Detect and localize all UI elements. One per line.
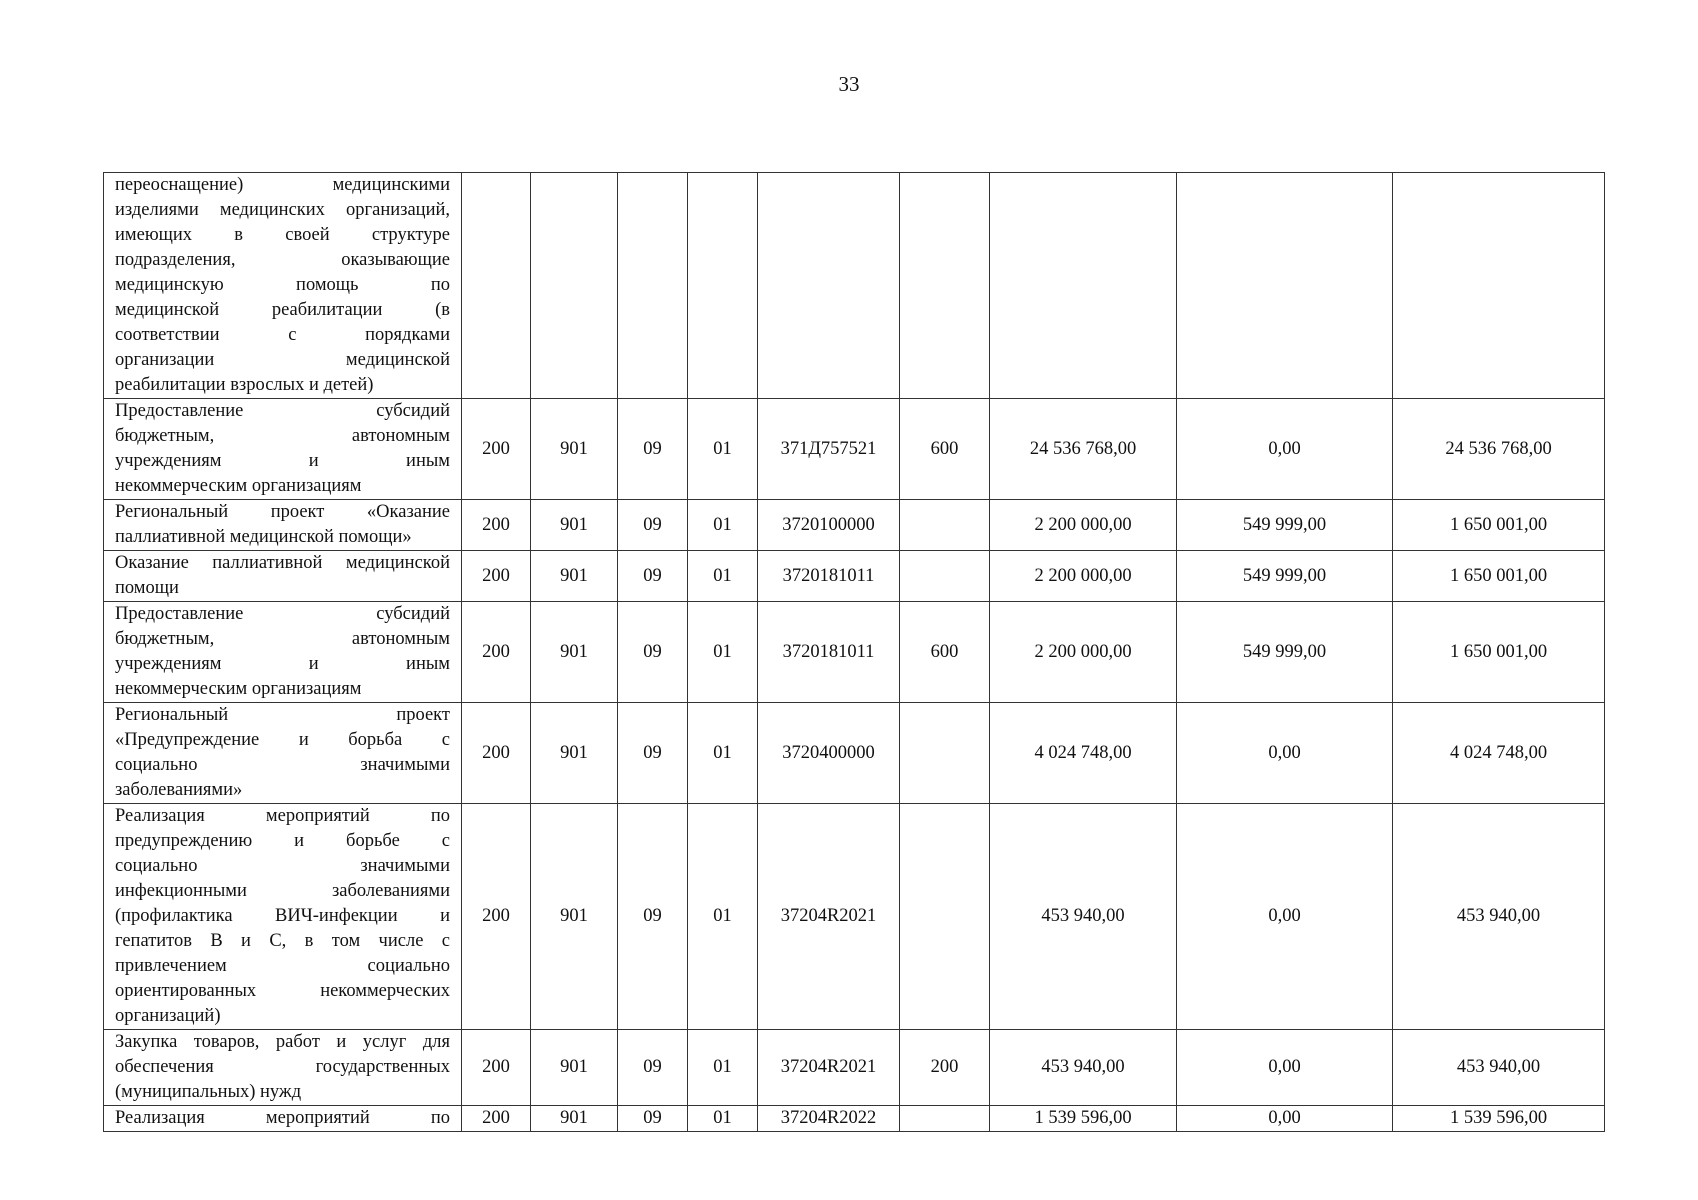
expense-name-line: гепатитов В и С, в том числе с <box>115 931 450 951</box>
amount-cell: 453 940,00 <box>990 1030 1177 1106</box>
expense-name-line: бюджетным, автономным <box>115 629 450 649</box>
kbk-code-cell: 200 <box>462 602 531 703</box>
expense-name-line: подразделения, оказывающие <box>115 250 450 270</box>
expense-name-line: Реализация мероприятий по <box>115 806 450 826</box>
section-cell: 09 <box>618 399 688 500</box>
expense-name-line: реабилитации взрослых и детей) <box>115 375 374 395</box>
amount-cell <box>990 173 1177 399</box>
table-row <box>104 602 1605 703</box>
kbk-code-cell: 200 <box>462 1030 531 1106</box>
table-row <box>104 703 1605 804</box>
expense-name-line: организаций) <box>115 1006 221 1026</box>
section-cell: 09 <box>618 804 688 1030</box>
change-cell: 0,00 <box>1177 399 1393 500</box>
expense-name-line: некоммерческим организациям <box>115 679 362 699</box>
expense-name-line: переоснащение) медицинскими <box>115 175 450 195</box>
amount-cell: 4 024 748,00 <box>990 703 1177 804</box>
expense-name-line: медицинскую помощь по <box>115 275 450 295</box>
expense-name-line: Реализация мероприятий по <box>115 1108 450 1128</box>
total-cell: 1 650 001,00 <box>1393 500 1605 551</box>
amount-cell: 2 200 000,00 <box>990 551 1177 602</box>
kbk-code-cell <box>462 173 531 399</box>
expense-name-line: заболеваниями» <box>115 780 243 800</box>
expense-name-line: Региональный проект «Оказание <box>115 502 450 522</box>
table-row <box>104 551 1605 602</box>
expense-type-cell <box>900 173 990 399</box>
total-cell: 453 940,00 <box>1393 1030 1605 1106</box>
subsection-cell: 01 <box>688 1030 758 1106</box>
total-cell: 1 650 001,00 <box>1393 551 1605 602</box>
expense-type-cell <box>900 703 990 804</box>
target-article-cell: 3720400000 <box>758 703 900 804</box>
table-row <box>104 173 1605 399</box>
expense-name-line: имеющих в своей структуре <box>115 225 450 245</box>
expense-type-cell <box>900 551 990 602</box>
expense-name-line: Предоставление субсидий <box>115 401 450 421</box>
change-cell <box>1177 173 1393 399</box>
expense-name-line: предупреждению и борьбе с <box>115 831 450 851</box>
expense-type-cell: 600 <box>900 399 990 500</box>
subsection-cell: 01 <box>688 703 758 804</box>
expense-name-line: (профилактика ВИЧ-инфекции и <box>115 906 450 926</box>
department-code-cell: 901 <box>531 1030 618 1106</box>
subsection-cell: 01 <box>688 1106 758 1132</box>
expense-name-line: социально значимыми <box>115 856 450 876</box>
expense-name-cell <box>104 703 462 804</box>
expense-name-cell <box>104 551 462 602</box>
budget-table <box>103 172 1605 1132</box>
expense-name-line: некоммерческим организациям <box>115 476 362 496</box>
expense-type-cell: 600 <box>900 602 990 703</box>
expense-type-cell: 200 <box>900 1030 990 1106</box>
kbk-code-cell: 200 <box>462 399 531 500</box>
change-cell: 0,00 <box>1177 1030 1393 1106</box>
change-cell: 0,00 <box>1177 804 1393 1030</box>
page-number: 33 <box>838 72 860 96</box>
change-cell: 0,00 <box>1177 703 1393 804</box>
expense-name-line: бюджетным, автономным <box>115 426 450 446</box>
expense-name-line: организации медицинской <box>115 350 450 370</box>
expense-name-line: обеспечения государственных <box>115 1057 450 1077</box>
subsection-cell: 01 <box>688 399 758 500</box>
department-code-cell: 901 <box>531 500 618 551</box>
expense-name-line: изделиями медицинских организаций, <box>115 200 450 220</box>
expense-name-line: (муниципальных) нужд <box>115 1082 302 1102</box>
expense-name-line: инфекционными заболеваниями <box>115 881 450 901</box>
table-row <box>104 1030 1605 1106</box>
total-cell: 1 539 596,00 <box>1393 1106 1605 1132</box>
subsection-cell: 01 <box>688 602 758 703</box>
department-code-cell: 901 <box>531 399 618 500</box>
department-code-cell: 901 <box>531 551 618 602</box>
kbk-code-cell: 200 <box>462 1106 531 1132</box>
total-cell: 4 024 748,00 <box>1393 703 1605 804</box>
expense-name-line: Оказание паллиативной медицинской <box>115 553 450 573</box>
table-row <box>104 1106 1605 1132</box>
kbk-code-cell: 200 <box>462 804 531 1030</box>
section-cell: 09 <box>618 1106 688 1132</box>
department-code-cell: 901 <box>531 703 618 804</box>
department-code-cell <box>531 173 618 399</box>
target-article-cell: 371Д757521 <box>758 399 900 500</box>
amount-cell: 1 539 596,00 <box>990 1106 1177 1132</box>
expense-name-line: паллиативной медицинской помощи» <box>115 527 412 547</box>
total-cell: 24 536 768,00 <box>1393 399 1605 500</box>
expense-type-cell <box>900 500 990 551</box>
expense-name-cell <box>104 500 462 551</box>
expense-name-cell <box>104 804 462 1030</box>
total-cell <box>1393 173 1605 399</box>
subsection-cell <box>688 173 758 399</box>
expense-name-line: медицинской реабилитации (в <box>115 300 450 320</box>
table-body <box>104 173 1605 1132</box>
expense-name-line: социально значимыми <box>115 755 450 775</box>
department-code-cell: 901 <box>531 804 618 1030</box>
table-row <box>104 804 1605 1030</box>
table-row <box>104 399 1605 500</box>
expense-name-line: помощи <box>115 578 179 598</box>
subsection-cell: 01 <box>688 804 758 1030</box>
section-cell: 09 <box>618 703 688 804</box>
section-cell: 09 <box>618 500 688 551</box>
section-cell: 09 <box>618 1030 688 1106</box>
expense-name-line: Региональный проект <box>115 705 450 725</box>
kbk-code-cell: 200 <box>462 500 531 551</box>
expense-name-cell <box>104 399 462 500</box>
subsection-cell: 01 <box>688 551 758 602</box>
department-code-cell: 901 <box>531 1106 618 1132</box>
change-cell: 0,00 <box>1177 1106 1393 1132</box>
expense-name-cell <box>104 1106 462 1132</box>
target-article-cell: 37204R2022 <box>758 1106 900 1132</box>
target-article-cell: 3720100000 <box>758 500 900 551</box>
expense-name-line: ориентированных некоммерческих <box>115 981 450 1001</box>
subsection-cell: 01 <box>688 500 758 551</box>
total-cell: 453 940,00 <box>1393 804 1605 1030</box>
amount-cell: 2 200 000,00 <box>990 500 1177 551</box>
section-cell: 09 <box>618 551 688 602</box>
target-article-cell <box>758 173 900 399</box>
department-code-cell: 901 <box>531 602 618 703</box>
amount-cell: 2 200 000,00 <box>990 602 1177 703</box>
total-cell: 1 650 001,00 <box>1393 602 1605 703</box>
target-article-cell: 3720181011 <box>758 551 900 602</box>
amount-cell: 24 536 768,00 <box>990 399 1177 500</box>
table-row <box>104 500 1605 551</box>
target-article-cell: 37204R2021 <box>758 1030 900 1106</box>
section-cell <box>618 173 688 399</box>
expense-name-cell <box>104 1030 462 1106</box>
change-cell: 549 999,00 <box>1177 602 1393 703</box>
expense-name-line: учреждениям и иным <box>115 451 450 471</box>
expense-type-cell <box>900 804 990 1030</box>
expense-name-line: Предоставление субсидий <box>115 604 450 624</box>
expense-type-cell <box>900 1106 990 1132</box>
expense-name-line: соответствии с порядками <box>115 325 450 345</box>
expense-name-line: «Предупреждение и борьба с <box>115 730 450 750</box>
expense-name-cell <box>104 602 462 703</box>
kbk-code-cell: 200 <box>462 703 531 804</box>
expense-name-line: Закупка товаров, работ и услуг для <box>115 1032 450 1052</box>
section-cell: 09 <box>618 602 688 703</box>
expense-name-line: привлечением социально <box>115 956 450 976</box>
change-cell: 549 999,00 <box>1177 551 1393 602</box>
target-article-cell: 3720181011 <box>758 602 900 703</box>
kbk-code-cell: 200 <box>462 551 531 602</box>
change-cell: 549 999,00 <box>1177 500 1393 551</box>
target-article-cell: 37204R2021 <box>758 804 900 1030</box>
amount-cell: 453 940,00 <box>990 804 1177 1030</box>
expense-name-cell <box>104 173 462 399</box>
expense-name-line: учреждениям и иным <box>115 654 450 674</box>
